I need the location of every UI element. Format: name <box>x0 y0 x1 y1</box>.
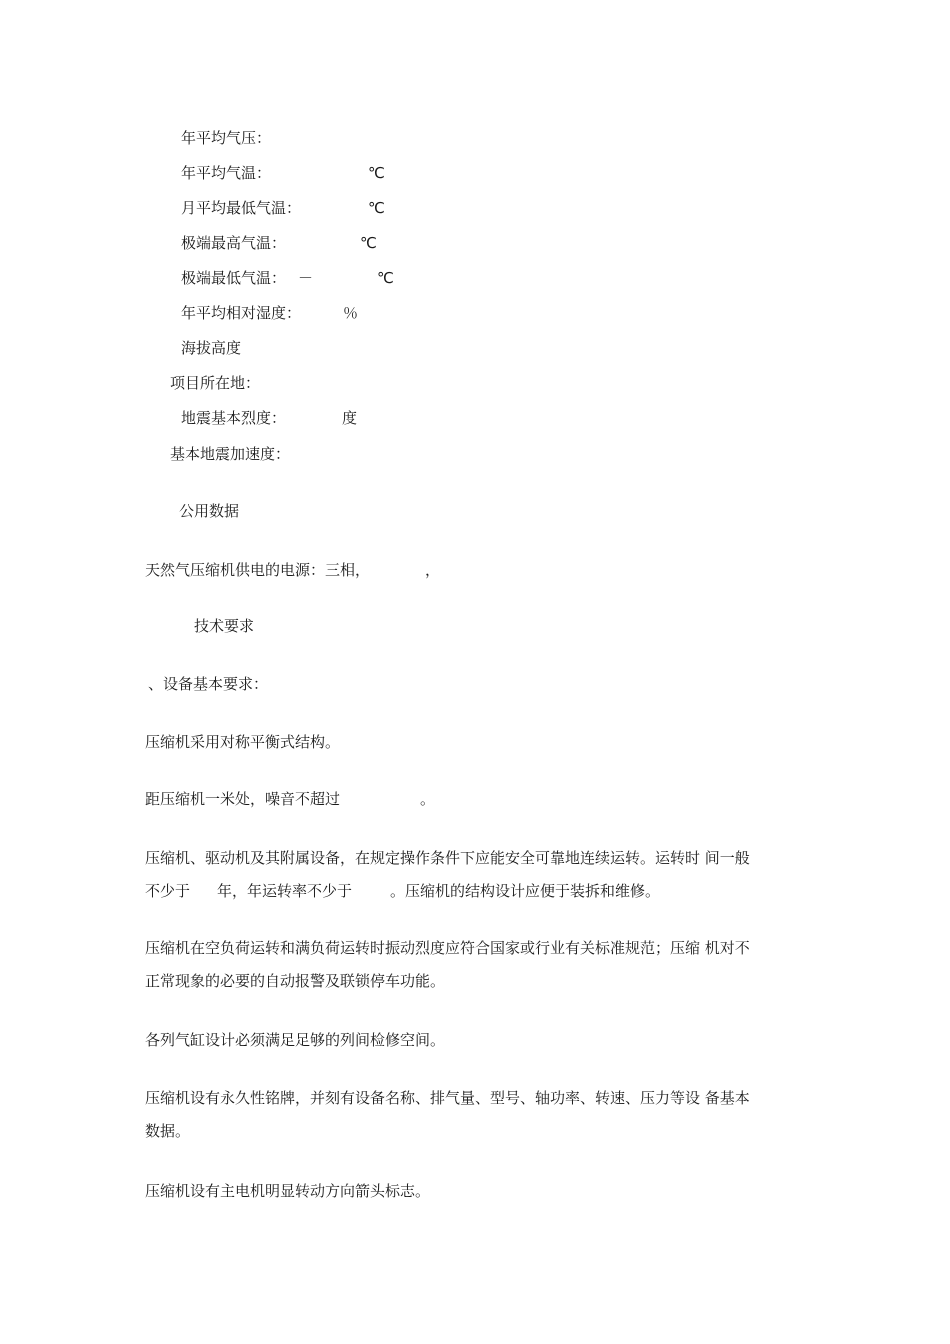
paragraph-noise-end: 。 <box>420 790 436 808</box>
paragraph-vibration-line2: 正常现象的必要的自动报警及联锁停车功能。 <box>145 972 446 990</box>
annual-pressure-label: 年平均气压： <box>181 129 272 147</box>
power-supply-comma: ， <box>425 561 441 579</box>
annual-humidity-label: 年平均相对湿度： <box>181 304 302 322</box>
annual-temp-unit: ℃ <box>368 164 385 182</box>
seismic-intensity-label: 地震基本烈度： <box>181 409 287 427</box>
seismic-intensity-unit: 度 <box>342 409 358 427</box>
paragraph-vibration <box>145 932 805 998</box>
paragraph-nameplate <box>145 1082 805 1148</box>
paragraph-structure: 压缩机采用对称平衡式结构。 <box>145 733 341 751</box>
paragraph-rotation-arrow: 压缩机设有主电机明显转动方向箭头标志。 <box>145 1182 431 1200</box>
paragraph-operation-line1: 压缩机、驱动机及其附属设备，在规定操作条件下应能安全可靠地连续运转。运转时 间一般 <box>145 849 750 867</box>
paragraph-noise: 距压缩机一米处，噪音不超过 <box>145 790 341 808</box>
utilities-heading: 公用数据 <box>179 502 240 520</box>
paragraph-operation-part-b: 年，年运转率不少于 <box>217 882 353 900</box>
extreme-min-temp-dash: － <box>298 269 314 287</box>
monthly-min-temp-label: 月平均最低气温： <box>181 199 302 217</box>
monthly-min-temp-unit: ℃ <box>368 199 385 217</box>
paragraph-operation <box>145 842 805 908</box>
annual-humidity-unit: ％ <box>343 304 359 322</box>
extreme-min-temp-unit: ℃ <box>377 269 394 287</box>
extreme-min-temp-label: 极端最低气温： <box>181 269 287 287</box>
paragraph-cylinder-space: 各列气缸设计必须满足足够的列间检修空间。 <box>145 1031 446 1049</box>
paragraph-operation-part-c: 。压缩机的结构设计应便于装拆和维修。 <box>390 882 661 900</box>
annual-temp-label: 年平均气温： <box>181 164 272 182</box>
paragraph-nameplate-line2: 数据。 <box>145 1122 191 1140</box>
paragraph-vibration-line1: 压缩机在空负荷运转和满负荷运转时振动烈度应符合国家或行业有关标准规范；压缩 机对不 <box>145 939 750 957</box>
extreme-max-temp-label: 极端最高气温： <box>181 234 287 252</box>
paragraph-nameplate-line1: 压缩机设有永久性铭牌，并刻有设备名称、排气量、型号、轴功率、转速、压力等设 备基本 <box>145 1089 750 1107</box>
project-location-label: 项目所在地： <box>170 374 261 392</box>
altitude-label: 海拔高度 <box>181 339 242 357</box>
equipment-basic-requirements-heading: 、设备基本要求： <box>148 675 269 693</box>
paragraph-operation-part-a: 不少于 <box>145 882 191 900</box>
paragraph-operation-line2 <box>145 875 805 908</box>
power-supply-line: 天然气压缩机供电的电源：三相， <box>145 561 371 579</box>
extreme-max-temp-unit: ℃ <box>360 234 377 252</box>
seismic-acceleration-label: 基本地震加速度： <box>170 445 291 463</box>
tech-requirements-heading: 技术要求 <box>194 617 255 635</box>
